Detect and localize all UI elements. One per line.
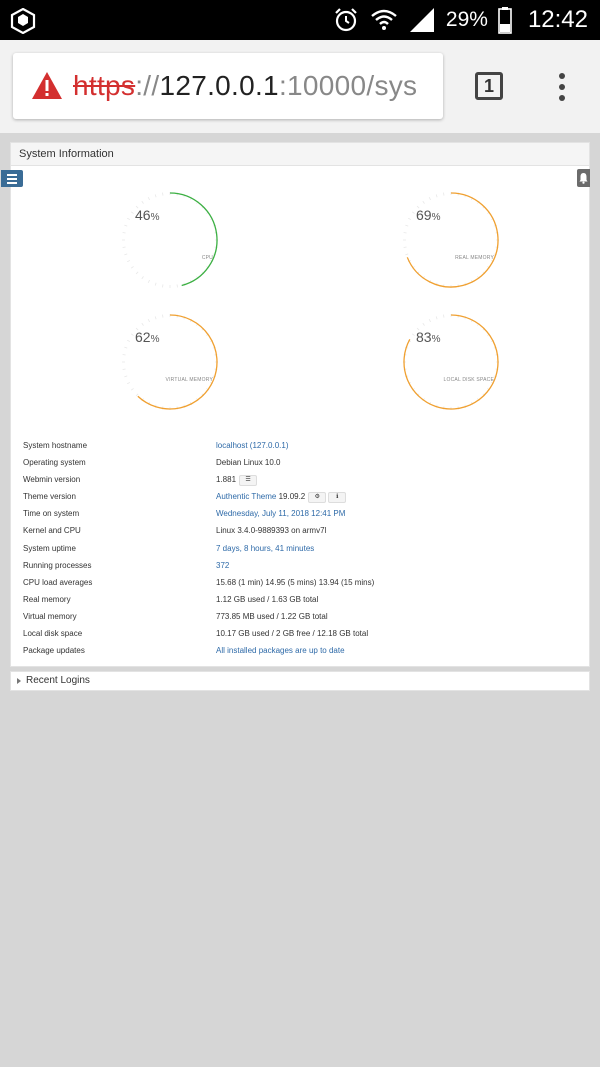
gauge-ring [115,307,225,417]
gauge-tick [124,225,127,226]
notifications-bell-icon[interactable] [577,169,590,187]
gauge-tick [127,260,130,261]
gauge-number: 46 [135,207,151,223]
info-icon[interactable]: ℹ [328,492,346,503]
info-row [23,642,583,659]
gauge-tick [436,316,437,319]
gauge-tick [405,254,408,255]
local-disk-space-gauge [396,307,506,417]
info-value: 1.12 GB used / 1.63 GB total [216,594,319,604]
gauge-tick [155,194,156,197]
gauge-tick [136,394,138,396]
gauge-tick [405,225,408,226]
gauge-ring [396,185,506,295]
info-key: System uptime [23,543,76,553]
browser-toolbar [0,40,600,133]
status-bar [0,0,600,40]
info-row [23,557,583,574]
clock: 12:42 [527,6,588,33]
info-key: Local disk space [23,629,83,639]
overflow-menu-icon[interactable] [553,72,571,102]
gauge-tick [429,197,430,200]
gauge-number: 62 [135,329,151,345]
info-key: Theme version [23,492,76,502]
url-separator: :// [135,70,160,101]
gauge-tick [423,323,425,325]
gauge-number: 69 [416,207,432,223]
info-value[interactable]: All installed packages are up to date [216,646,345,656]
info-row [23,454,583,471]
info-value[interactable]: Authentic Theme 19.09.2 ⚙ ℹ [216,488,346,505]
gauge-tick [148,197,149,200]
info-row [23,471,583,488]
info-key: Package updates [23,646,85,656]
info-row [23,540,583,557]
virtual-memory-gauge [115,307,225,417]
gauge-tick [429,319,430,322]
gauge-tick [155,316,156,319]
gauge-value [416,207,440,223]
url-scheme: https [73,70,136,101]
gauge-tick [131,212,133,214]
info-row [23,591,583,608]
info-key: Real memory [23,594,71,604]
security-warning-icon[interactable] [31,71,63,101]
gauge-value [135,207,159,223]
cpu-gauge [115,185,225,295]
gauge-tick [136,272,138,274]
info-value: 10.17 GB used / 2 GB free / 12.18 GB total [216,629,369,639]
gauge-tick [412,212,414,214]
info-value[interactable]: Wednesday, July 11, 2018 12:41 PM [216,509,346,519]
theme-settings-icon[interactable]: ⚙ [308,492,326,503]
gauge-tick [155,283,156,286]
gauge-tick [124,376,127,377]
info-key: System hostname [23,441,88,450]
panel-title[interactable]: System Information [11,143,589,166]
recent-logins-panel[interactable] [10,671,590,691]
gauge-tick [148,280,149,283]
info-key: Webmin version [23,475,81,485]
gauge-tick [408,218,411,219]
gauge-tick [127,340,130,341]
gauge-tick [436,194,437,197]
gauge-ring [115,185,225,295]
tab-switcher-button[interactable]: 1 [475,72,503,100]
info-row [23,522,583,539]
gauge-tick [148,319,149,322]
info-value[interactable]: 7 days, 8 hours, 41 minutes [216,543,315,553]
gauge-unit: % [150,334,160,345]
gauge-tick [124,254,127,255]
info-row [23,505,583,522]
info-key: Running processes [23,560,92,570]
gauge-tick [142,276,144,278]
gauge-tick [127,218,130,219]
info-key: Operating system [23,458,86,468]
gauge-tick [127,382,130,383]
info-key: Kernel and CPU [23,526,81,536]
info-key: Time on system [23,509,80,519]
gauge-tick [412,334,414,336]
address-bar[interactable] [13,53,443,119]
signal-icon [408,6,436,34]
gauge-label: LOCAL DISK SPACE [443,377,494,383]
gauge-tick [124,347,127,348]
gauge-tick [142,323,144,325]
info-value[interactable]: localhost (127.0.0.1) [216,441,289,450]
gauge-tick [131,266,133,268]
info-value: 15.68 (1 min) 14.95 (5 mins) 13.94 (15 mins) [216,577,375,587]
gauge-label: CPU [201,255,213,261]
info-value: 773.85 MB used / 1.22 GB total [216,611,328,621]
gauge-value [135,329,159,345]
info-key: Virtual memory [23,611,77,621]
app-logo-icon [10,8,36,34]
battery-percent: 29% [445,8,488,31]
system-information-panel [10,142,590,667]
gauge-tick [142,201,144,203]
info-value: Linux 3.4.0-9889393 on armv7l [216,526,327,536]
gauge-tick [131,334,133,336]
info-row [23,574,583,591]
gauge-label: VIRTUAL MEMORY [165,377,213,383]
info-value[interactable]: 372 [216,560,230,570]
gauge-value [416,329,440,345]
info-row [23,625,583,642]
info-value: Debian Linux 10.0 [216,458,281,468]
url-host: 127.0.0.1 [159,70,279,101]
theme-version-number: 19.09.2 [276,492,306,502]
changelog-icon[interactable]: ☰ [239,475,257,486]
wifi-icon [370,6,398,34]
info-row [23,488,583,505]
gauge-unit: % [431,212,441,223]
gauge-unit: % [150,212,160,223]
gauge-tick [131,388,133,390]
real-memory-gauge [396,185,506,295]
sidebar-toggle-button[interactable] [1,170,23,187]
gauge-label: REAL MEMORY [455,255,494,261]
recent-logins-title: Recent Logins [26,675,90,686]
battery-icon [498,6,512,34]
url-path: :10000/sys [278,70,418,101]
gauge-arc [170,193,217,286]
alarm-icon [332,6,360,34]
gauge-ring [396,307,506,417]
url-text[interactable] [73,70,417,102]
info-value: 1.881 ☰ [216,471,257,488]
system-info-table [23,437,583,659]
expand-caret-icon [17,678,21,684]
gauge-unit: % [431,334,441,345]
info-row [23,608,583,625]
gauge-number: 83 [416,329,432,345]
gauge-tick [423,201,425,203]
info-row [23,437,583,454]
info-key: CPU load averages [23,577,93,587]
